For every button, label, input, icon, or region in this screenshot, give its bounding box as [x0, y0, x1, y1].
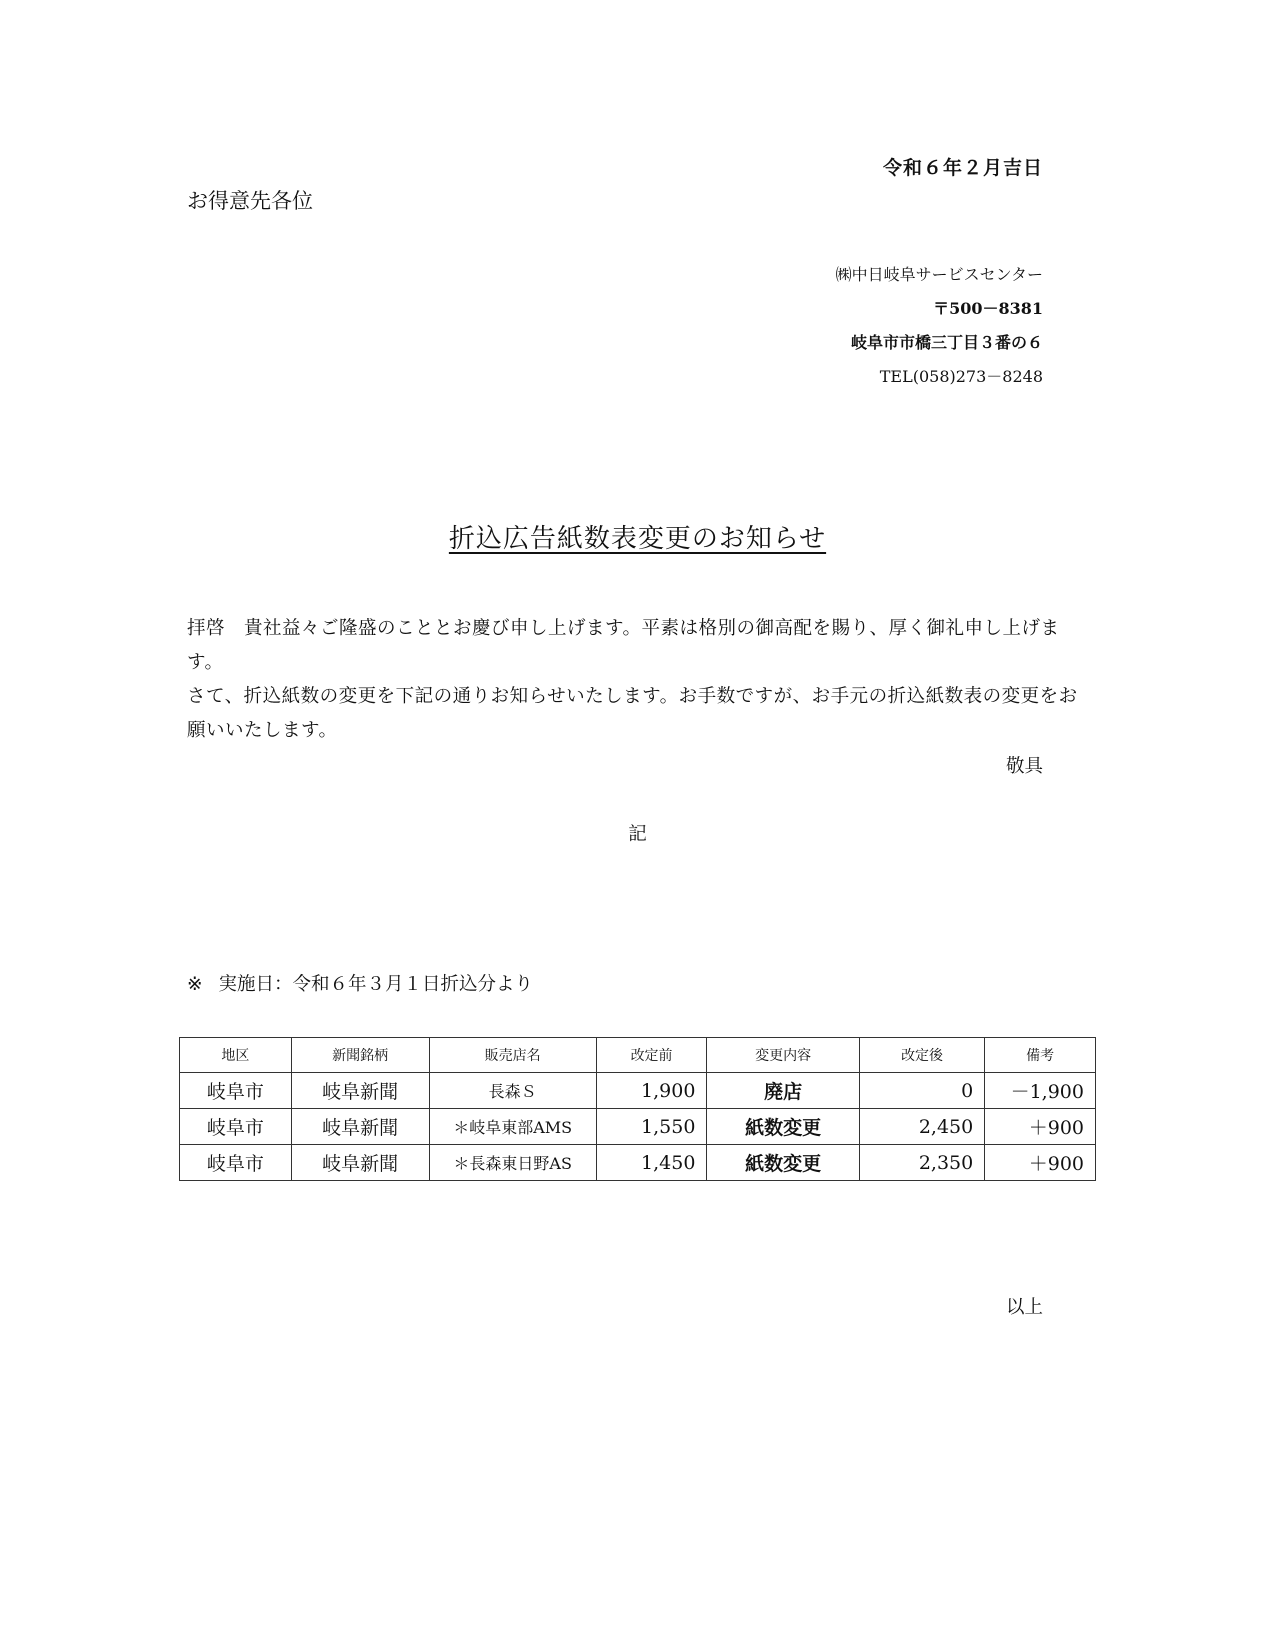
cell-shop: 長森Ｓ — [429, 1073, 596, 1109]
implementation-note — [187, 970, 533, 996]
cell-remarks: ＋900 — [985, 1109, 1096, 1145]
cell-district: 岐阜市 — [180, 1073, 292, 1109]
body-paragraph-request: さて、折込紙数の変更を下記の通りお知らせいたします。お手数ですが、お手元の折込紙数表の変更をお願いいたします。 — [187, 686, 1078, 741]
header-shop: 販売店名 — [429, 1038, 596, 1073]
cell-district: 岐阜市 — [180, 1109, 292, 1145]
cell-before: 1,450 — [596, 1145, 707, 1181]
implementation-date-text: 実施日：令和６年３月１日折込分より — [218, 974, 534, 995]
cell-before: 1,900 — [596, 1073, 707, 1109]
recipient: お得意先各位 — [187, 189, 313, 213]
reference-mark: ※ — [187, 974, 203, 995]
cell-change: 紙数変更 — [707, 1109, 859, 1145]
cell-newspaper: 岐阜新聞 — [291, 1109, 429, 1145]
header-before: 改定前 — [596, 1038, 707, 1073]
closing-ijo: 以上 — [1005, 1297, 1043, 1318]
table-row — [180, 1145, 1096, 1181]
cell-change: 廃店 — [707, 1073, 859, 1109]
cell-newspaper: 岐阜新聞 — [291, 1145, 429, 1181]
cell-change: 紙数変更 — [707, 1145, 859, 1181]
body-paragraph-greeting: 拝啓 貴社益々ご隆盛のこととお慶び申し上げます。平素は格別の御高配を賜り、厚く御礼申し上げます。 — [187, 618, 1060, 673]
header-remarks: 備考 — [985, 1038, 1096, 1073]
document-date: 令和６年２月吉日 — [882, 157, 1043, 179]
cell-shop: ＊岐阜東部AMS — [429, 1109, 596, 1145]
cell-district: 岐阜市 — [180, 1145, 292, 1181]
cell-remarks: －1,900 — [985, 1073, 1096, 1109]
header-after: 改定後 — [859, 1038, 984, 1073]
sender-address: 岐阜市市橋三丁目３番の６ — [850, 333, 1043, 352]
body-text — [187, 612, 1092, 748]
cell-after: 2,350 — [859, 1145, 984, 1181]
change-table — [179, 1037, 1096, 1181]
sender-postal-code: 〒500－8381 — [933, 299, 1043, 318]
cell-shop: ＊長森東日野AS — [429, 1145, 596, 1181]
document-title-wrapper — [0, 518, 1275, 555]
header-district: 地区 — [180, 1038, 292, 1073]
table-header-row — [180, 1038, 1096, 1073]
document-title: 折込広告紙数表変更のお知らせ — [448, 524, 827, 554]
table-row — [180, 1073, 1096, 1109]
header-change: 変更内容 — [707, 1038, 859, 1073]
closing-keigu: 敬具 — [1005, 756, 1043, 777]
sender-company: ㈱中日岐阜サービスセンター — [835, 265, 1043, 284]
ki-heading: 記 — [628, 824, 647, 845]
cell-after: 0 — [859, 1073, 984, 1109]
header-newspaper: 新聞銘柄 — [291, 1038, 429, 1073]
sender-block — [836, 258, 1043, 394]
cell-newspaper: 岐阜新聞 — [291, 1073, 429, 1109]
cell-before: 1,550 — [596, 1109, 707, 1145]
cell-after: 2,450 — [859, 1109, 984, 1145]
cell-remarks: ＋900 — [985, 1145, 1096, 1181]
sender-phone: TEL(058)273－8248 — [879, 367, 1043, 386]
table-row — [180, 1109, 1096, 1145]
